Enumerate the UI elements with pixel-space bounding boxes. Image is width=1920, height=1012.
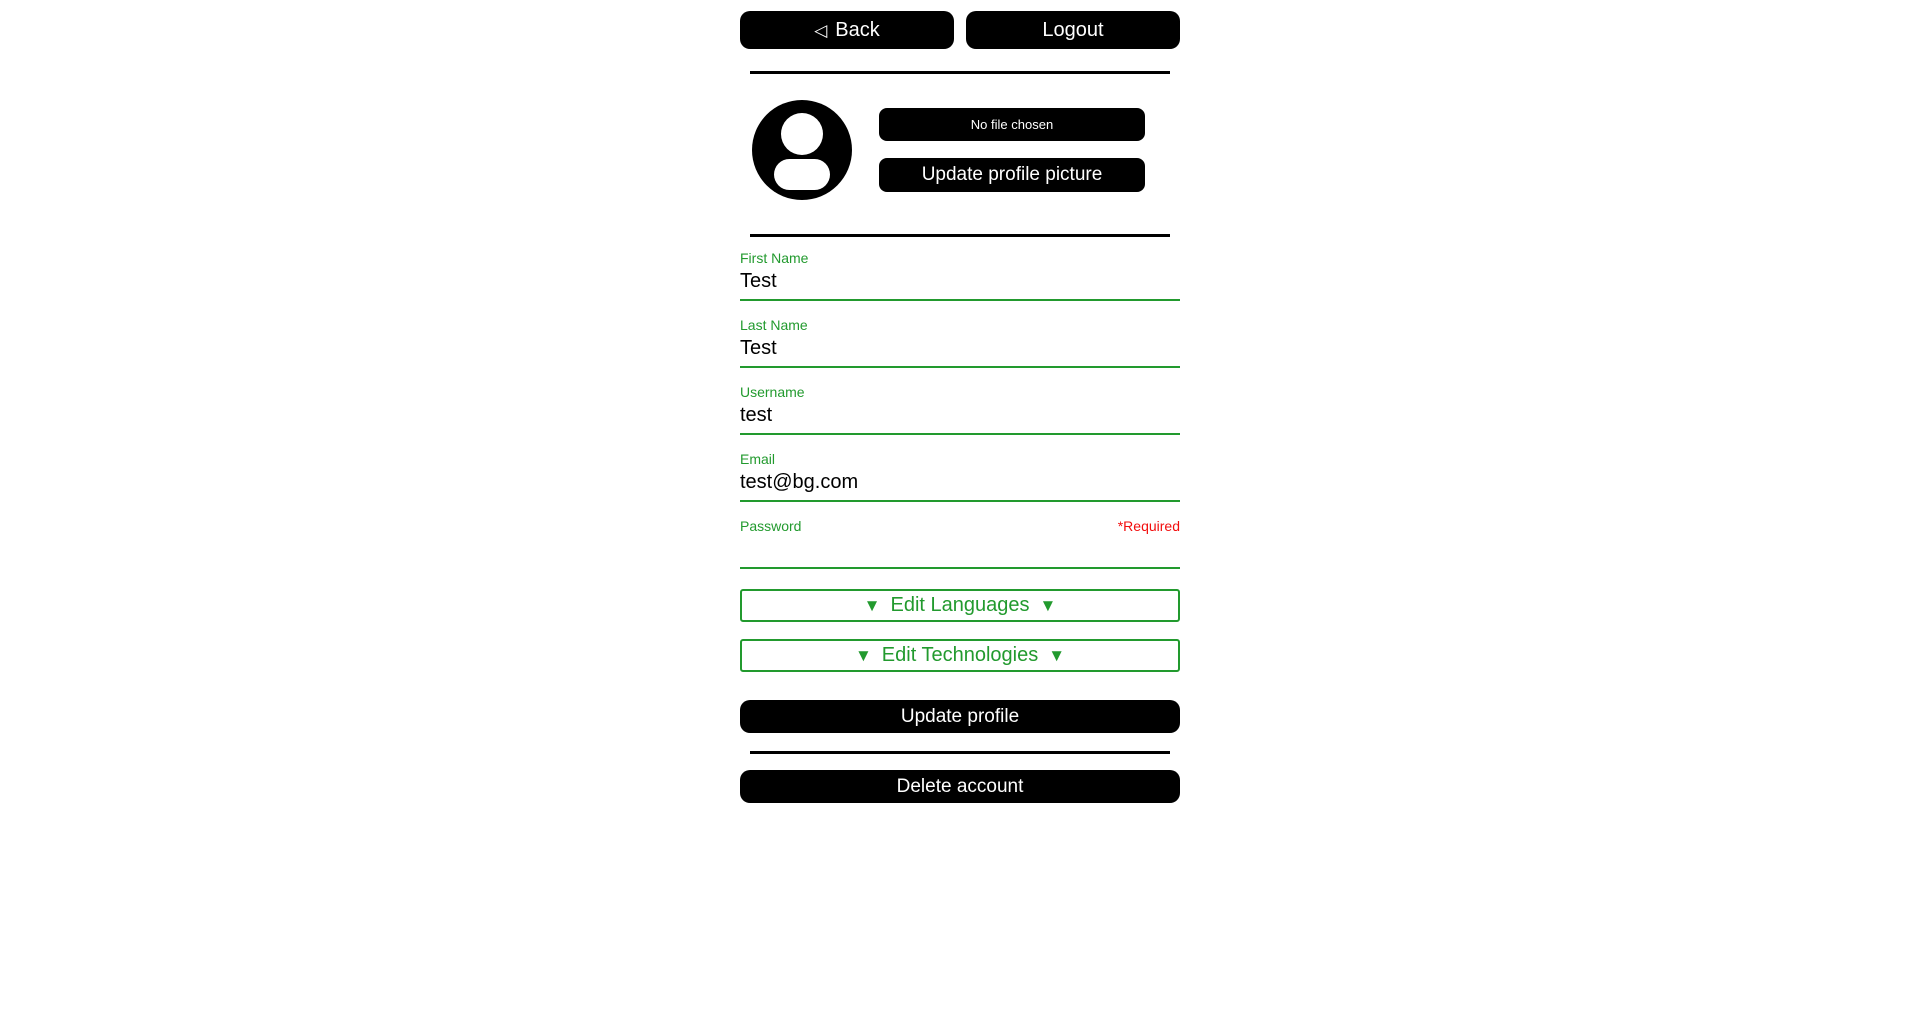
- delete-account-button[interactable]: [740, 770, 1180, 803]
- last-name-field-group: [740, 317, 1180, 368]
- file-input-label: No file chosen: [970, 117, 1054, 132]
- profile-settings-page: [740, 11, 1180, 803]
- back-arrow-icon: ◁: [814, 20, 828, 40]
- profile-picture-section: [740, 100, 1180, 200]
- separator-top: [750, 71, 1170, 74]
- logout-button[interactable]: [966, 11, 1180, 49]
- last-name-input[interactable]: [740, 334, 1180, 368]
- edit-technologies-label: Edit Technologies: [881, 644, 1039, 666]
- separator-bottom: [750, 751, 1170, 754]
- last-name-label: Last Name: [740, 317, 808, 333]
- edit-languages-button[interactable]: [740, 589, 1180, 622]
- chevron-down-icon: ▼: [854, 646, 872, 665]
- username-input[interactable]: [740, 401, 1180, 435]
- chevron-down-icon: ▼: [1048, 646, 1066, 665]
- update-profile-picture-button[interactable]: [879, 158, 1145, 192]
- top-button-row: [740, 11, 1180, 49]
- email-label: Email: [740, 451, 776, 467]
- required-note: *Required: [1117, 518, 1180, 534]
- username-label: Username: [740, 384, 805, 400]
- profile-picture-buttons: [879, 108, 1145, 192]
- first-name-field-group: [740, 250, 1180, 301]
- chevron-down-icon: ▼: [863, 596, 881, 615]
- back-button[interactable]: [740, 11, 954, 49]
- first-name-input[interactable]: [740, 267, 1180, 301]
- username-field-group: [740, 384, 1180, 435]
- file-input-button[interactable]: [879, 108, 1145, 141]
- back-button-label: Back: [835, 18, 880, 41]
- separator-avatar: [750, 234, 1170, 237]
- update-profile-label: Update profile: [900, 705, 1020, 727]
- edit-languages-label: Edit Languages: [890, 594, 1030, 616]
- delete-account-label: Delete account: [896, 775, 1024, 797]
- update-profile-button[interactable]: [740, 700, 1180, 733]
- edit-technologies-button[interactable]: [740, 639, 1180, 672]
- password-label: Password: [740, 518, 802, 534]
- person-avatar-icon: [752, 100, 852, 200]
- password-label-row: [740, 518, 1180, 535]
- chevron-down-icon: ▼: [1039, 596, 1057, 615]
- password-input[interactable]: [740, 535, 1180, 569]
- email-input[interactable]: [740, 468, 1180, 502]
- logout-button-label: Logout: [1042, 18, 1104, 41]
- first-name-label: First Name: [740, 250, 809, 266]
- update-profile-picture-label: Update profile picture: [921, 164, 1103, 185]
- email-field-group: [740, 451, 1180, 502]
- password-field-group: [740, 518, 1180, 569]
